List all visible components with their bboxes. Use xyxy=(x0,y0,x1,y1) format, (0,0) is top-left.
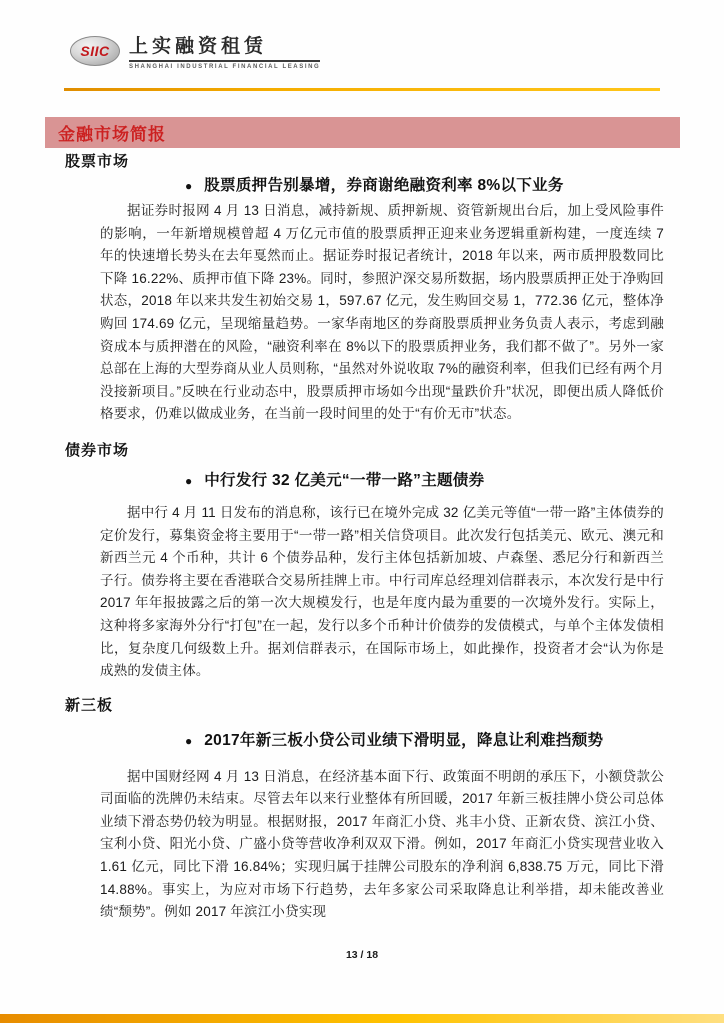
headline-text: 中行发行 32 亿美元“一带一路”主题债券 xyxy=(204,471,485,489)
article-body: 据证券时报网 4 月 13 日消息，减持新规、质押新规、资管新规出台后，加上受风险事件的影响，一年新增规模曾超 4 万亿元市值的股票质押正迎来业务逻辑重新构建，一度连续 7 年的快速增长势头在去年戛然而止。据证券时报记者统计，2018 年以来，两市质押股数同比下降 16.22%、质押市值下降 23%。同时，参照沪深交易所数据，场内股票质押正处于净购回状态，2018 年以来共发生初始交易 1，597.67 亿元，发生购回交易 1，772.36 亿元，整体净购回 174.69 亿元，呈现缩量趋势。一家华南地区的券商股票质押业务负责人表示，考虑到融资成本与质押潜在的风险，“融资利率在 8%以下的股票质押业务，我们都不做了”。另外一家总部在上海的大型券商从业人员则称，“虽然对外说收取 7%的融资利率，但我们已经有两个月没接新项目。”反映在行业动态中，股票质押市场如今出现“量跌价升”状况，即便出质人降低价格要求，仍难以做成业务，在当前一段时间里的处于“有价无市”状态。 xyxy=(100,203,664,422)
article-headline xyxy=(185,470,664,492)
header xyxy=(70,36,320,70)
bullet-icon: ● xyxy=(185,733,193,748)
section-title: 新三板 xyxy=(65,696,114,714)
section-bond-market xyxy=(65,441,664,683)
article-body: 据中国财经网 4 月 13 日消息，在经济基本面下行、政策面不明朗的承压下，小额贷款公司面临的洗牌仍未结束。尽管去年以来行业整体有所回暖，2017 年新三板挂牌小贷公司总体业绩下滑态势仍较为明显。根据财报，2017 年商汇小贷、兆丰小贷、正新农贷、滨江小贷、宝利小贷、阳光小贷、广盛小贷等营收净利双双下滑。例如，2017 年商汇小贷实现营业收入 1.61 亿元，同比下滑 16.84%；实现归属于挂牌公司股东的净利润 6,838.75 万元，同比下滑 14.88%。事实上，为应对市场下行趋势，去年多家公司采取降息让利举措，却未能改善业绩“颓势”。例如 2017 年滨江小贷实现 xyxy=(100,768,664,920)
footer-divider-rule xyxy=(0,1014,724,1023)
page-number: 13 / 18 xyxy=(345,949,379,961)
section-neeq xyxy=(65,696,664,924)
main-content xyxy=(65,152,664,924)
company-logo xyxy=(70,36,320,70)
header-divider-rule xyxy=(64,88,660,91)
bullet-icon: ● xyxy=(185,179,193,193)
banner-title: 金融市场简报 xyxy=(58,125,166,144)
article-headline xyxy=(185,175,664,197)
section-stock-market xyxy=(65,152,664,426)
headline-text: 2017年新三板小贷公司业绩下滑明显，降息让利难挡颓势 xyxy=(204,731,604,749)
section-title: 债券市场 xyxy=(65,441,130,459)
section-title: 股票市场 xyxy=(65,153,130,170)
logo-subtitle: SHANGHAI INDUSTRIAL FINANCIAL LEASING xyxy=(129,63,321,70)
section-banner xyxy=(45,117,680,148)
headline-text: 股票质押告别暴增，券商谢绝融资利率 8%以下业务 xyxy=(204,177,564,194)
logo-title: 上实融资租赁 xyxy=(129,36,320,62)
logo-text xyxy=(129,36,320,70)
article-body: 据中行 4 月 11 日发布的消息称，该行已在境外完成 32 亿美元等值“一带一路”主体债券的定价发行，募集资金将主要用于“一带一路”相关信贷项目。此次发行包括美元、欧元、澳元和新西兰元 4 个币种，共计 6 个债券品种，发行主体包括新加坡、卢森堡、悉尼分行和新西兰子行。债券将主要在香港联合交易所挂牌上市。中行司库总经理刘信群表示，本次发行是中行 2017 年年报披露之后的第一次大规模发行，也是年度内最为重要的一次境外发行。实际上，这种将多家海外分行“打包”在一起，发行以多个币种计价债券的发债模式，与单个主体发债相比，复杂度几何级数上升。据刘信群表示，在国际市场上，如此操作，投资者才会“认为你是成熟的发债主体。 xyxy=(100,504,664,679)
siic-logo-icon: SIIC xyxy=(70,36,120,66)
bullet-icon: ● xyxy=(185,473,193,488)
article-headline xyxy=(185,730,664,752)
